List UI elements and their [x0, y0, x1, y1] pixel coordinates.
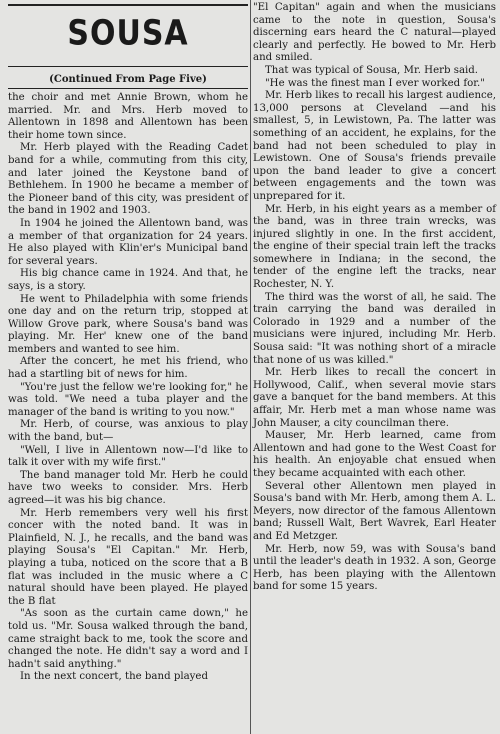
paragraph: Mr. Herb likes to recall his largest audience, 13,000 persons at Cleveland —and his smallest, 5, in Lewistown, Pa. The latter was something of an accident, he explains, for the band had not been scheduled to play in Lewistown. One of Sousa's friends prevaile upon the band leader to give a concert between engagements and the town was unprepared for it. — [253, 90, 496, 202]
paragraph: His big chance came in 1924. And that, he says, is a story. — [8, 268, 248, 292]
right-column — [253, 2, 496, 594]
continued-line: (Continued From Page Five) — [49, 74, 207, 85]
paragraph: He went to Philadelphia with some friends one day and on the return trip, stopped at Willow Grove park, where Sousa's band was playing. Mr. Her' knew one of the band members and wanted to see him. — [8, 293, 248, 355]
paragraph: Mauser, Mr. Herb learned, came from Allentown and had gone to the West Coast for his health. An enjoyable chat ensued when they became acquainted with each other. — [253, 430, 496, 479]
paragraph: "El Capitan" again and when the musicians came to the note in question, Sousa's discerning ears heard the C natural—played clearly and perfectly. He bowed to Mr. Herb and smiled. — [253, 2, 496, 64]
paragraph: the choir and met Annie Brown, whom he married. Mr. and Mrs. Herb moved to Allentown in 1898 and Allentown has been their home town since. — [8, 92, 248, 141]
paragraph: Mr. Herb, of course, was anxious to play with the band, but— — [8, 419, 248, 444]
left-column — [8, 92, 248, 684]
headline: SOUSA — [67, 13, 189, 54]
paragraph: Several other Allentown men played in Sousa's band with Mr. Herb, among them A. L. Meyers, now director of the famous Allentown band; Russell Walt, Bert Wavrek, Earl Heater and Ed Metzger. — [253, 480, 496, 542]
paragraph: Mr. Herb likes to recall the concert in Hollywood, Calif., when several movie stars gave a banquet for the band members. At this affair, Mr. Herb met a man whose name was John Mauser, a city councilman there. — [253, 367, 496, 429]
paragraph: "Well, I live in Allentown now—I'd like to talk it over with my wife first." — [8, 444, 248, 469]
headline-rule — [8, 66, 248, 67]
paragraph: In 1904 he joined the Allentown band, was a member of that organization for 24 years. He also played with Klin'er's Municipal band for several years. — [8, 217, 248, 267]
column-divider — [250, 0, 251, 734]
continued-rule — [8, 88, 248, 89]
top-rule — [8, 4, 248, 6]
paragraph: The band manager told Mr. Herb he could have two weeks to consider. Mrs. Herb agreed—it was his big chance. — [8, 469, 248, 506]
paragraph: The third was the worst of all, he said. The train carrying the band was derailed in Colorado in 1929 and a number of the musicians were injured, including Mr. Herb. Sousa said: "It was nothing short of a miracle that none of us was killed." — [253, 291, 496, 366]
paragraph: In the next concert, the band played — [20, 671, 208, 683]
paragraph: That was typical of Sousa, Mr. Herb said. — [265, 64, 479, 76]
paragraph: Mr. Herb, now 59, was with Sousa's band until the leader's death in 1932. A son, George Herb, has been playing with the Allentown band for some 15 years. — [253, 543, 496, 593]
paragraph: Mr. Herb played with the Reading Cadet band for a while, commuting from this city, and later joined the Keystone band of Bethlehem. In 1900 he became a member of the Pioneer band of this city, was president of the band in 1902 and 1903. — [8, 142, 248, 217]
paragraph: "You're just the fellow we're looking for," he was told. "We need a tuba player and the manager of the band is writing to you now." — [8, 381, 248, 418]
paragraph: "As soon as the curtain came down," he told us. "Mr. Sousa walked through the band, came straight back to me, took the score and changed the note. He didn't say a word and I hadn't said anything." — [8, 608, 248, 670]
paragraph: Mr. Herb, in his eight years as a member of the band, was in three train wrecks, was injured slightly in one. In the first accident, the engine of their special train left the tracks somewhere in Indiana; in the second, the tender of the engine left the tracks, near Rochester, N. Y. — [253, 203, 496, 291]
paragraph: Mr. Herb remembers very well his first concer with the noted band. It was in Plainfield, N. J., he recalls, and the band was playing Sousa's "El Capitan." Mr. Herb, playing a tuba, noticed on the score that a B flat was included in the music where a C natural should have been played. He played the B flat — [8, 507, 248, 607]
paragraph: "He was the finest man I ever worked for." — [265, 77, 485, 89]
paragraph: After the concert, he met his friend, who had a startling bit of news for him. — [8, 356, 248, 381]
